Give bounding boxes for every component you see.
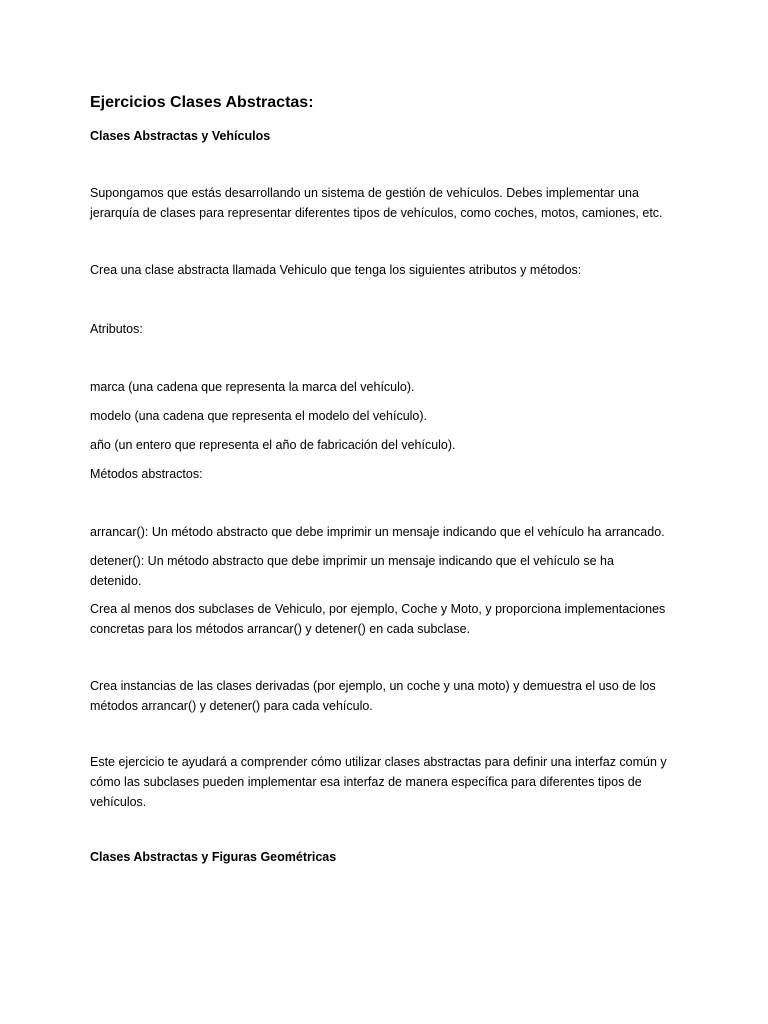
method-detener-line: detener(): Un método abstracto que debe imprimir un mensaje indicando que el vehículo se ha — [90, 554, 614, 568]
attributes-label — [90, 319, 690, 339]
instances-paragraph — [90, 676, 690, 716]
subclasses-line: Crea al menos dos subclases de Vehiculo, por ejemplo, Coche y Moto, y proporciona implementaciones — [90, 602, 666, 616]
instances-line: métodos arrancar() y detener() para cada vehículo. — [90, 699, 373, 713]
attribute-text: marca (una cadena que representa la marca del vehículo). — [90, 380, 415, 394]
attribute-text: año (un entero que representa el año de fabricación del vehículo). — [90, 438, 456, 452]
method-arrancar — [90, 522, 690, 542]
attribute-item-modelo — [90, 406, 690, 426]
method-arrancar-text: arrancar(): Un método abstracto que debe imprimir un mensaje indicando que el vehículo ha arrancado. — [90, 525, 665, 539]
section-heading-vehiculos: Clases Abstractas y Vehículos — [90, 129, 271, 143]
intro-paragraph — [90, 183, 690, 223]
subclasses-line: concretas para los métodos arrancar() y detener() en cada subclase. — [90, 622, 471, 636]
closing-line: vehículos. — [90, 795, 147, 809]
methods-label-text: Métodos abstractos: — [90, 467, 203, 481]
section-heading-figuras: Clases Abstractas y Figuras Geométricas — [90, 850, 337, 864]
closing-paragraph — [90, 752, 690, 812]
intro-line: Supongamos que estás desarrollando un sistema de gestión de vehículos. Debes implementar una — [90, 186, 639, 200]
create-class-paragraph — [90, 260, 690, 280]
method-detener-line: detenido. — [90, 574, 142, 588]
intro-line: jerarquía de clases para representar diferentes tipos de vehículos, como coches, motos, camiones, etc. — [90, 206, 663, 220]
attribute-text: modelo (una cadena que representa el modelo del vehículo). — [90, 409, 428, 423]
document-title: Ejercicios Clases Abstractas: — [90, 94, 314, 111]
attributes-label-text: Atributos: — [90, 322, 143, 336]
attribute-item-marca — [90, 377, 690, 397]
closing-line: Este ejercicio te ayudará a comprender cómo utilizar clases abstractas para definir una interfaz común y — [90, 755, 667, 769]
subclasses-paragraph — [90, 599, 690, 639]
methods-label — [90, 464, 690, 484]
instances-line: Crea instancias de las clases derivadas (por ejemplo, un coche y una moto) y demuestra el uso de los — [90, 679, 656, 693]
method-detener — [90, 551, 690, 591]
attribute-item-anio — [90, 435, 690, 455]
closing-line: cómo las subclases pueden implementar esa interfaz de manera específica para diferentes tipos de — [90, 775, 642, 789]
create-class-text: Crea una clase abstracta llamada Vehiculo que tenga los siguientes atributos y métodos: — [90, 263, 582, 277]
